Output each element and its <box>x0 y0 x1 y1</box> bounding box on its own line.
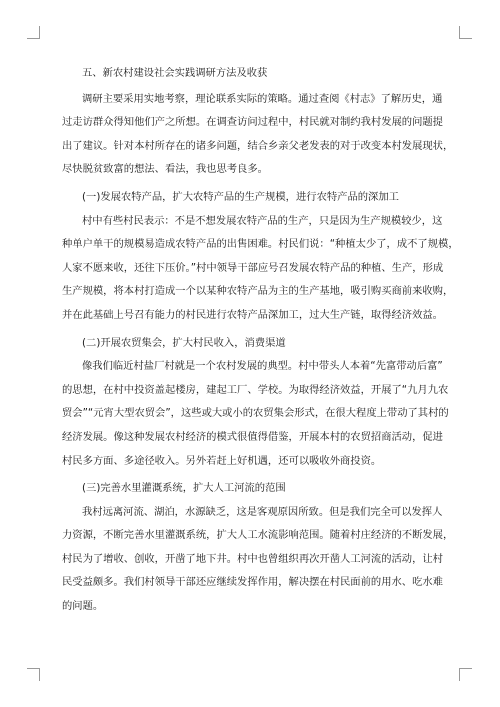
subsection-paragraph-2 <box>62 355 449 473</box>
text-line: 民受益颇多。我们村领导干部还应继续发挥作用，解决摆在村民面前的用水、吃水难 <box>62 576 443 589</box>
subsection-title-3: (三)完善水里灌溉系统，扩大人工河流的范围 <box>82 482 286 495</box>
text-line: 过走访群众得知他们产之所想。在调查访问过程中，村民就对制约我村发展的问题提 <box>62 116 443 129</box>
text-line: 生产规模，将本村打造成一个以某种农特产品为主的生产基地，吸引购买商前来收购， <box>62 285 454 298</box>
section-heading: 五、新农村建设社会实践调研方法及收获 <box>82 67 268 79</box>
document-body <box>62 62 459 623</box>
text-line: 人家不愿来收，还往下压价。”村中领导干部应号召发展农特产品的种植、生产，形成 <box>62 261 444 274</box>
text-line: 的问题。 <box>62 600 104 613</box>
text-line: 出了建议。针对本村所存在的诸多问题，结合乡亲父老发表的对于改变本村发展现状， <box>62 139 454 152</box>
text-line: 村民为了增收、创收，开凿了地下井。村中也曾组织再次开凿人工河流的活动，让村 <box>62 552 443 565</box>
crop-mark-bottom-left <box>27 668 40 681</box>
text-line: 力资源，不断完善水里灌溉系统，扩大人工水流影响范围。随着村庄经济的不断发展， <box>62 529 454 542</box>
crop-mark-top-left <box>27 26 40 39</box>
subsection-title-1: (一)发展农特产品，扩大农特产品的生产规模，进行农特产品的深加工 <box>82 190 399 203</box>
text-line: 我村远离河流、湖泊，水源缺乏，这是客观原因所致。但是我们完全可以发挥人 <box>82 505 443 518</box>
text-line: 像我们临近村盐厂村就是一个农村发展的典型。村中带头人本着“先富带动后富” <box>82 360 443 373</box>
text-line: 并在此基础上号召有能力的村民进行农特产品深加工，过大生产链，取得经济效益。 <box>62 308 443 321</box>
text-line: 的思想，在村中投资盖起楼房，建起工厂、学校。为取得经济效益，开展了“九月九农 <box>62 383 449 396</box>
text-line: 种单户单干的规模易造成农特产品的出售困难。村民们说：“种植太少了，成不了规模， <box>62 238 459 251</box>
text-line: 经济发展。像这种发展农村经济的模式很值得借鉴，开展本村的农贸招商活动，促进 <box>62 430 443 443</box>
text-line: 贸会”“元宵大型农贸会”，这些或大或小的农贸集会形式，在很大程度上带动了其村的 <box>62 407 449 420</box>
subsection-paragraph-3 <box>62 501 454 619</box>
text-line: 村民多方面、多途径收入。另外若赶上好机遇，还可以吸收外商投资。 <box>62 454 382 467</box>
subsection-paragraph-1 <box>62 210 459 328</box>
text-line: 调研主要采用实地考察，理论联系实际的策略。通过查阅《村志》了解历史，通 <box>82 92 443 105</box>
text-line: 村中有些村民表示：不是不想发展农特产品的生产，只是因为生产规模较少，这 <box>82 214 443 227</box>
crop-mark-top-right <box>459 26 472 39</box>
intro-paragraph <box>62 88 454 182</box>
text-line: 尽快脱贫致富的想法、看法，我也思考良多。 <box>62 163 268 176</box>
subsection-title-2: (二)开展农贸集会，扩大村民收入，消费渠道 <box>82 336 286 349</box>
crop-mark-bottom-right <box>459 668 472 681</box>
